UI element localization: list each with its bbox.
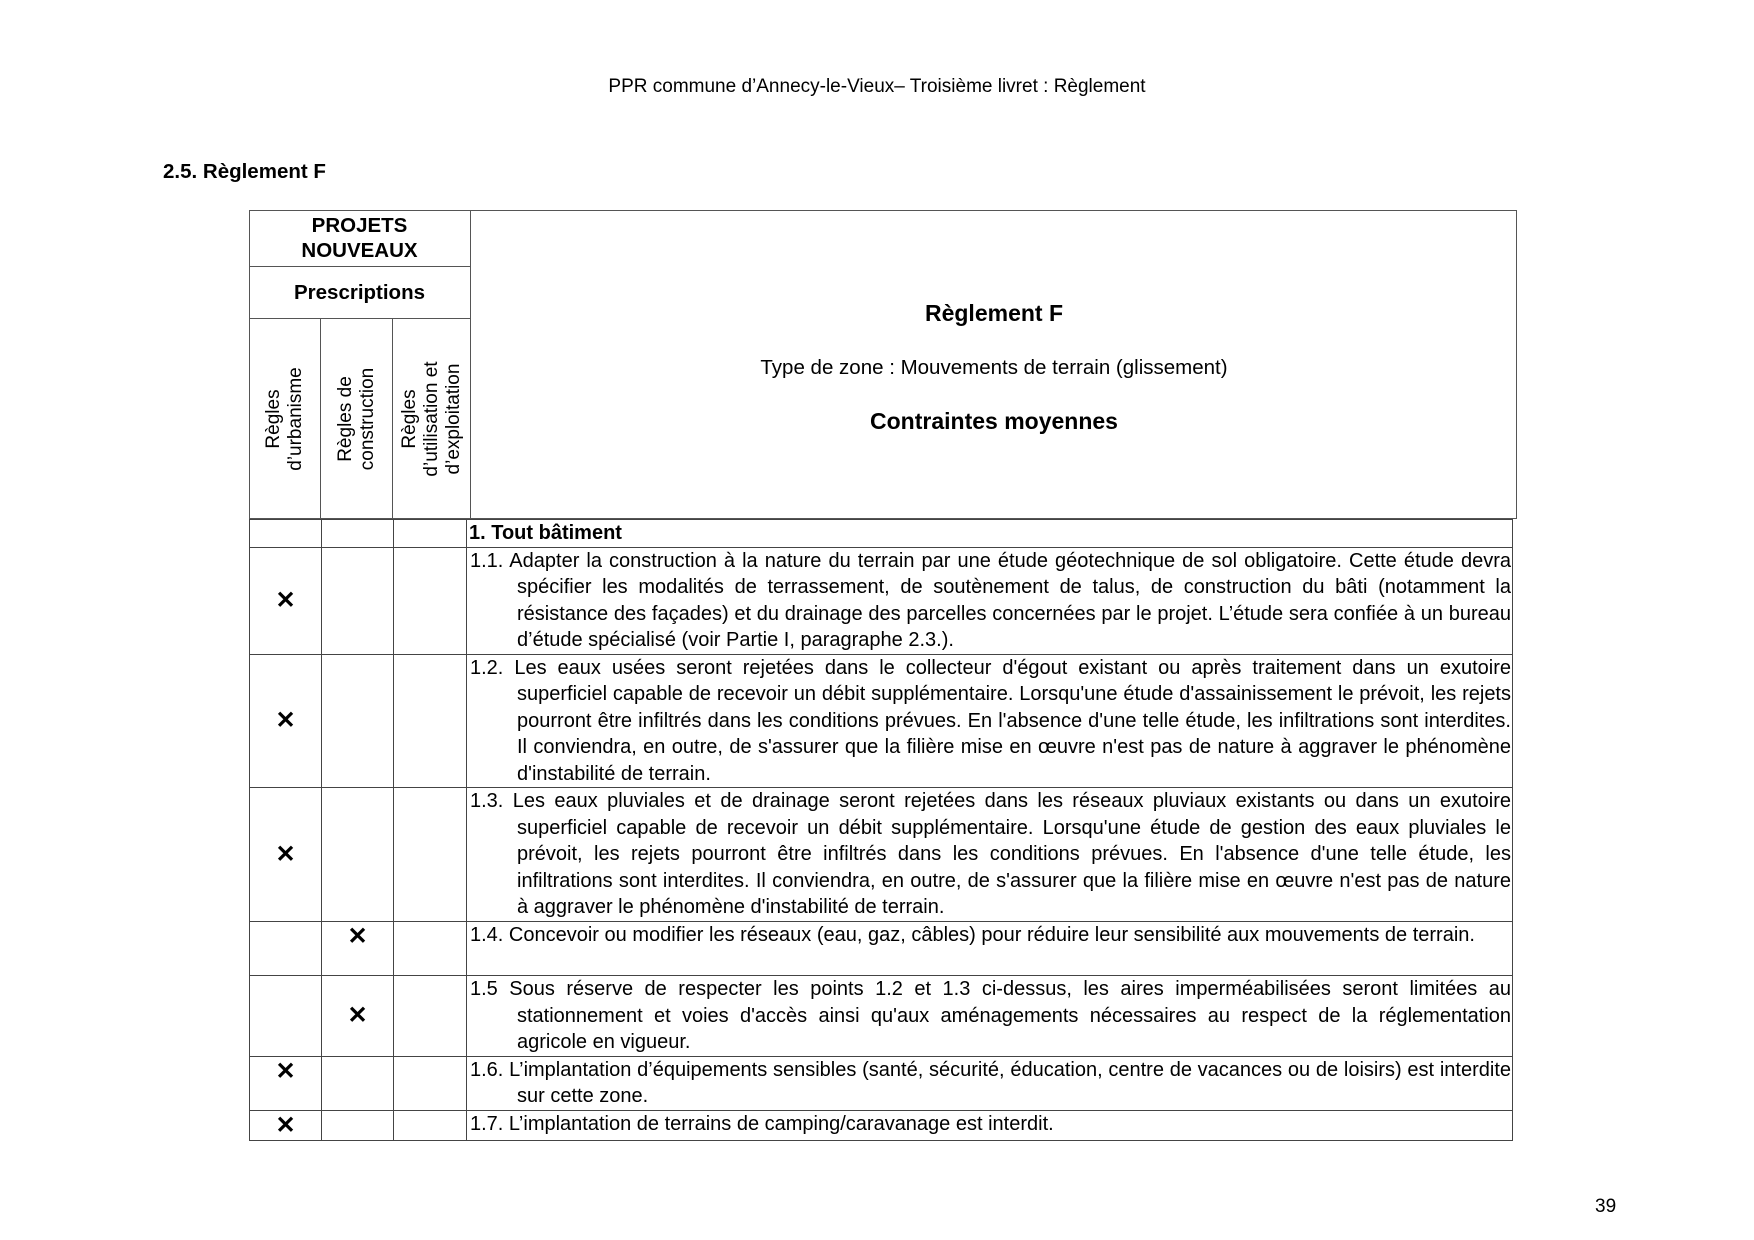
page-number: 39: [1595, 1196, 1617, 1217]
prescription-text-cell: [467, 976, 1513, 1057]
prescription-text-cell: [467, 1056, 1513, 1110]
mark-cell-construction: [322, 976, 394, 1057]
col-urbanisme-line-1: Règles: [262, 389, 284, 449]
column-header-urbanisme-text: [263, 367, 307, 471]
mark-cell-construction: [322, 1056, 394, 1110]
cross-mark-icon: ✕: [347, 1002, 368, 1030]
mark-cell-utilisation: [394, 654, 467, 788]
cross-mark-icon: ✕: [275, 707, 296, 735]
mark-cell-urbanisme: [250, 1056, 322, 1110]
col-utilisation-line-2: d’utilisation et: [421, 361, 442, 477]
mark-cell-urbanisme: [250, 547, 322, 654]
mark-cell-construction: [322, 654, 394, 788]
prescription-text: 1.3. Les eaux pluviales et de drainage seront rejetées dans les réseaux pluviaux existants ou dans un exutoire superficiel capable de recevoir un débit supplémentaire. Lorsqu'une étude de gestion des eaux pluviales le prévoit, les rejets pourront être infiltrés dans les conditions prévues. En l'absence d'une telle étude, les infiltrations sont interdites. Il conviendra, en outre, de s'assurer que la filière mise en œuvre n'est pas de nature à aggraver le phénomène d'instabilité de terrain.: [470, 790, 1511, 918]
mark-cell-utilisation: [394, 788, 467, 922]
column-header-construction: [321, 319, 393, 519]
col-construction-line-1: Règles de: [334, 376, 356, 462]
col-utilisation-line-3: d’exploitation: [443, 363, 464, 475]
prescription-text: 1.7. L’implantation de terrains de camping/caravanage est interdit.: [470, 1112, 1054, 1135]
mark-cell-utilisation: [394, 1056, 467, 1110]
mark-cell-construction: [322, 788, 394, 922]
mark-cell-construction: [322, 922, 394, 976]
cross-mark-icon: ✕: [275, 1057, 296, 1085]
table-row: [250, 922, 1513, 976]
mark-cell-construction: [322, 520, 394, 548]
prescription-text-cell: [467, 922, 1513, 976]
prescription-text-cell: [467, 788, 1513, 922]
mark-cell-urbanisme: [250, 520, 322, 548]
mark-cell-urbanisme: [250, 788, 322, 922]
column-header-utilisation: [393, 319, 471, 519]
regulation-title: Règlement F: [924, 300, 1064, 326]
cross-mark-icon: ✕: [347, 923, 368, 950]
table-row: [250, 547, 1513, 654]
mark-cell-construction: [322, 1110, 394, 1140]
prescription-text-cell: [467, 654, 1513, 788]
col-urbanisme-line-2: d’urbanisme: [284, 367, 306, 471]
projets-line-1: PROJETS: [311, 214, 408, 237]
cross-mark-icon: ✕: [275, 1111, 296, 1139]
column-header-urbanisme: [249, 319, 321, 519]
prescription-text-cell: [467, 547, 1513, 654]
mark-cell-utilisation: [394, 520, 467, 548]
zone-type: Type de zone : Mouvements de terrain (glissement): [760, 356, 1228, 379]
prescription-text: 1.5 Sous réserve de respecter les points 1.2 et 1.3 ci-dessus, les aires imperméabilisées seront limitées au stationnement et voies d'accès ainsi qu'aux aménagements nécessaires au respect de la réglementation agricole en vigueur.: [470, 978, 1511, 1053]
prescriptions-label: Prescriptions: [249, 267, 470, 319]
mark-cell-urbanisme: [250, 1110, 322, 1140]
mark-cell-utilisation: [394, 1110, 467, 1140]
cross-mark-icon: ✕: [275, 587, 296, 614]
regulation-title-block: [471, 210, 1517, 519]
section-heading: 1. Tout bâtiment: [469, 522, 622, 544]
table-row: [250, 976, 1513, 1057]
prescription-text-cell: [467, 520, 1513, 548]
mark-cell-urbanisme: [250, 654, 322, 788]
mark-cell-construction: [322, 547, 394, 654]
projets-line-2: NOUVEAUX: [301, 239, 418, 262]
prescription-text: 1.2. Les eaux usées seront rejetées dans le collecteur d'égout existant ou après traitement dans un exutoire superficiel capable de recevoir un débit supplémentaire. Lorsqu'une étude d'assainissement le prévoit, les rejets pourront être infiltrés dans les conditions prévues. En l'absence d'une telle étude, les infiltrations sont interdites. Il conviendra, en outre, de s'assurer que la filière mise en œuvre n'est pas de nature à aggraver le phénomène d'instabilité de terrain.: [470, 656, 1511, 785]
table-row: [250, 1056, 1513, 1110]
table-row: [250, 1110, 1513, 1140]
col-construction-line-2: construction: [356, 367, 378, 471]
table-row: [250, 788, 1513, 922]
prescription-text-cell: [467, 1110, 1513, 1140]
prescription-text: 1.1. Adapter la construction à la nature du terrain par une étude géotechnique de sol obligatoire. Cette étude devra spécifier les modalités de terrassement, de soutènement de talus, de construction du bâti (notamment la résistance des façades) et du drainage des parcelles concernées par le projet. L’étude sera confiée à un bureau d’étude spécialisé (voir Partie I, paragraphe 2.3.).: [470, 549, 1511, 651]
mark-cell-utilisation: [394, 922, 467, 976]
running-header: PPR commune d’Annecy-le-Vieux– Troisième livret : Règlement: [608, 76, 1146, 97]
mark-cell-urbanisme: [250, 922, 322, 976]
column-header-construction-text: [335, 368, 379, 470]
table-row: [250, 654, 1513, 788]
column-header-utilisation-text: [399, 361, 465, 476]
cross-mark-icon: ✕: [275, 841, 296, 868]
mark-cell-urbanisme: [250, 976, 322, 1057]
prescriptions-table: [249, 519, 1513, 1141]
mark-cell-utilisation: [394, 547, 467, 654]
projets-nouveaux-label: [249, 210, 470, 267]
mark-cell-utilisation: [394, 976, 467, 1057]
prescriptions-header: [249, 210, 471, 519]
constraint-level: Contraintes moyennes: [870, 408, 1118, 434]
col-utilisation-line-1: Règles: [399, 389, 420, 449]
section-heading-row: [250, 520, 1513, 548]
prescription-text: 1.4. Concevoir ou modifier les réseaux (eau, gaz, câbles) pour réduire leur sensibilité aux mouvements de terrain.: [470, 924, 1475, 946]
prescription-text: 1.6. L’implantation d’équipements sensibles (santé, sécurité, éducation, centre de vacances ou de loisirs) est interdite sur cette zone.: [470, 1058, 1511, 1107]
section-title: 2.5. Règlement F: [163, 160, 326, 183]
